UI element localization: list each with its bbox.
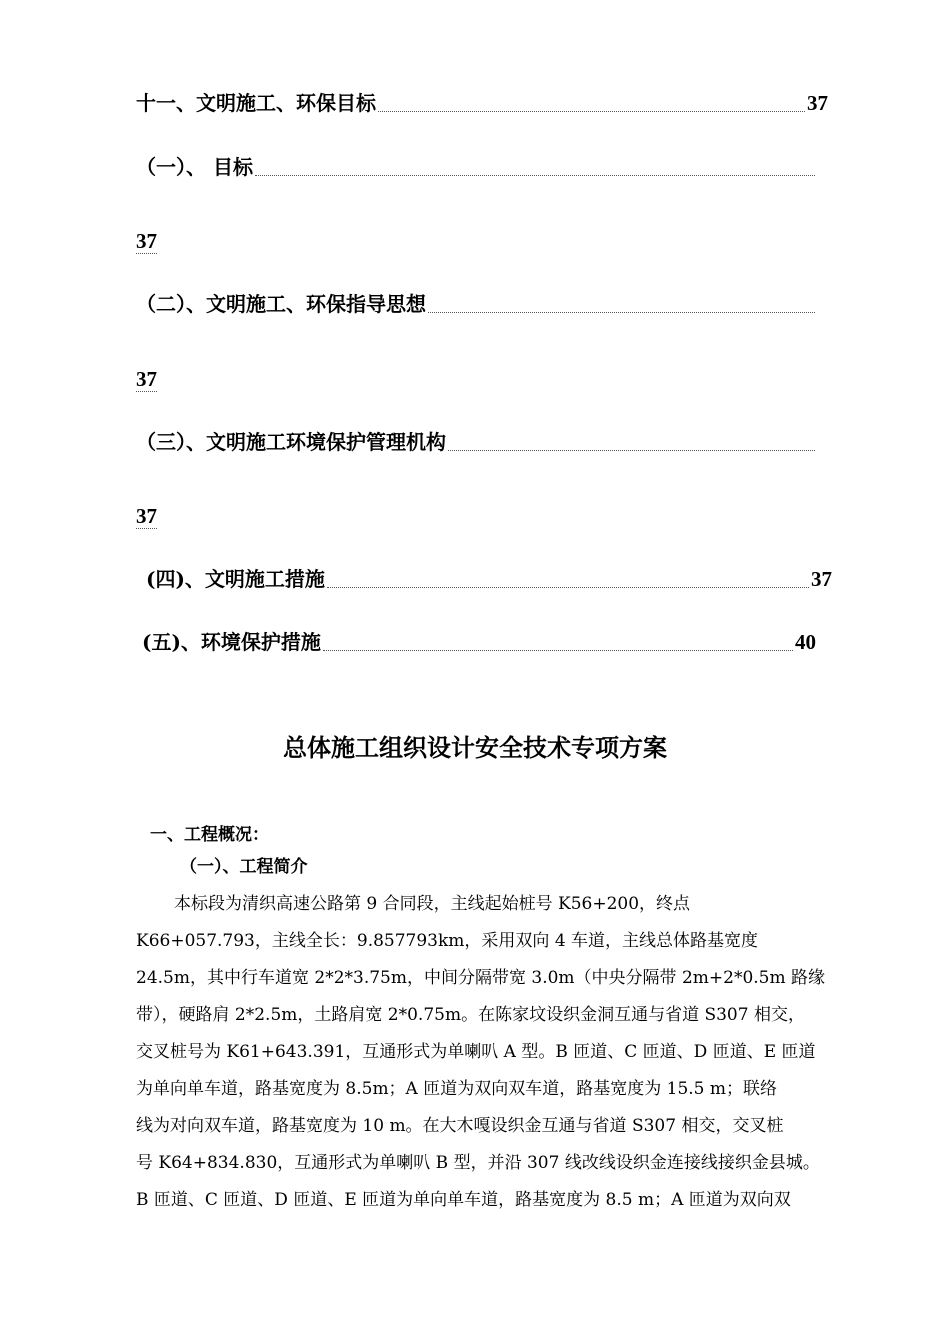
- toc-entry-11-1[interactable]: [136, 155, 817, 179]
- paragraph-line: 带），硬路肩 2*2.5m，土路肩宽 2*0.75m。在陈家坟设织金洞互通与省道 S307 相交，: [136, 1005, 805, 1025]
- toc-entry-11-5[interactable]: [142, 630, 816, 654]
- toc-page-number: 37: [136, 229, 157, 253]
- section-heading: 一、工程概况：: [150, 825, 269, 845]
- toc-page-number: 37: [811, 567, 832, 591]
- toc-dot-leader: [323, 649, 793, 651]
- toc-entry-11[interactable]: [136, 91, 828, 115]
- document-title: 总体施工组织设计安全技术专项方案: [283, 733, 667, 762]
- paragraph-line: B 匝道、C 匝道、D 匝道、E 匝道为单向单车道，路基宽度为 8.5 m；A 匝道为双向双: [136, 1190, 791, 1210]
- toc-entry-label: (五)、环境保护措施: [142, 630, 321, 654]
- toc-dot-leader: [428, 311, 815, 313]
- subsection-heading: （一）、工程简介: [180, 857, 308, 877]
- paragraph-line: 线为对向双车道，路基宽度为 10 m。在大木嘎设织金互通与省道 S307 相交，交叉桩: [136, 1116, 784, 1136]
- toc-entry-label: 十一、文明施工、环保目标: [136, 91, 376, 115]
- toc-entry-11-4[interactable]: [146, 567, 832, 591]
- toc-page-number: 37: [807, 91, 828, 115]
- toc-page-number: 37: [136, 504, 157, 528]
- toc-entry-label: （一）、 目标: [136, 155, 253, 179]
- toc-dot-leader: [448, 449, 815, 451]
- paragraph-line: 本标段为清织高速公路第 9 合同段，主线起始桩号 K56+200，终点: [174, 894, 691, 914]
- toc-dot-leader: [378, 110, 805, 112]
- toc-entry-11-3[interactable]: [136, 430, 817, 454]
- toc-entry-label: （二）、文明施工、环保指导思想: [136, 292, 426, 316]
- toc-entry-11-2[interactable]: [136, 292, 817, 316]
- paragraph-line: K66+057.793，主线全长：9.857793km，采用双向 4 车道，主线总体路基宽度: [136, 931, 759, 951]
- paragraph-line: 24.5m，其中行车道宽 2*2*3.75m，中间分隔带宽 3.0m（中央分隔带 2m+2*0.5m 路缘: [136, 968, 825, 988]
- toc-entry-label: （三）、文明施工环境保护管理机构: [136, 430, 446, 454]
- toc-dot-leader: [255, 174, 815, 176]
- paragraph-line: 交叉桩号为 K61+643.391，互通形式为单喇叭 A 型。B 匝道、C 匝道、D 匝道、E 匝道: [136, 1042, 816, 1062]
- toc-entry-label: (四)、文明施工措施: [146, 567, 325, 591]
- paragraph-line: 为单向单车道，路基宽度为 8.5m；A 匝道为双向双车道，路基宽度为 15.5 m；联络: [136, 1079, 778, 1099]
- toc-page-number: 37: [136, 367, 157, 391]
- toc-page-number: 40: [795, 630, 816, 654]
- paragraph-line: 号 K64+834.830，互通形式为单喇叭 B 型，并沿 307 线改线设织金连接线接织金县城。: [136, 1153, 820, 1173]
- toc-dot-leader: [327, 586, 809, 588]
